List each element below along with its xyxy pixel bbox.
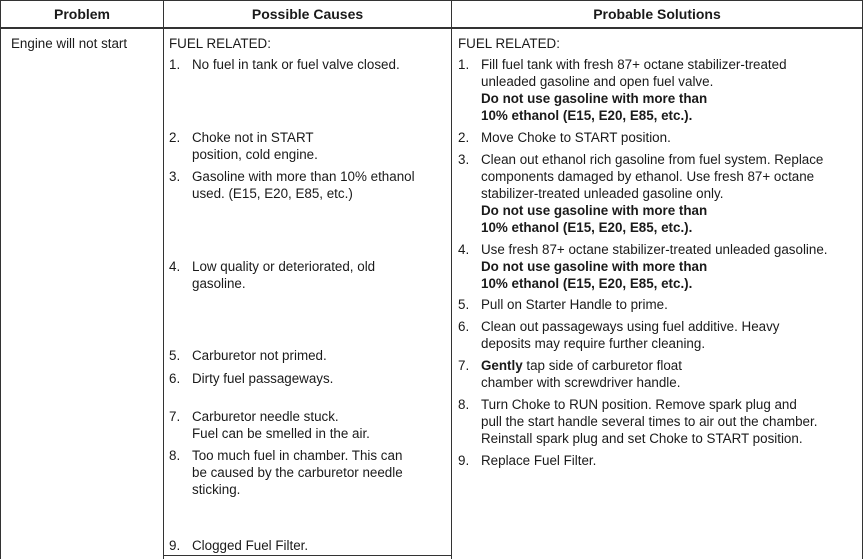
cause-line: Too much fuel in chamber. This can [192,448,403,463]
solution-line: chamber with screwdriver handle. [481,375,681,390]
table-border-top [0,0,863,1]
solution-line: stabilizer-treated unleaded gasoline only. [481,186,724,201]
cause-line: No fuel in tank or fuel valve closed. [192,57,400,72]
solution-number: 1. [458,57,470,72]
column-divider-2 [451,0,452,559]
warning-line: 10% ethanol (E15, E20, E85, etc.). [481,276,693,291]
solution-number: 3. [458,152,470,167]
warning-line: 10% ethanol (E15, E20, E85, etc.). [481,108,693,123]
header-divider [0,27,863,29]
cause-number: 6. [169,371,181,386]
cause-line: sticking. [192,482,241,497]
causes-heading: FUEL RELATED: [169,36,271,51]
header-solutions: Probable Solutions [593,5,721,22]
cause-line: Choke not in START [192,130,314,145]
solutions-heading: FUEL RELATED: [458,36,560,51]
cause-number: 2. [169,130,181,145]
solution-line-rest: tap side of carburetor float [522,358,682,373]
cause-line: Gasoline with more than 10% ethanol [192,169,415,184]
solution-line: Clean out passageways using fuel additive. Heavy [481,319,780,334]
cause-number: 9. [169,538,181,553]
emphasis-text: Gently [481,358,523,373]
table-border-left [0,0,1,559]
solution-line: Turn Choke to RUN position. Remove spark plug and [481,397,797,412]
header-causes: Possible Causes [251,5,364,22]
solution-number: 8. [458,397,470,412]
cause-line: Carburetor not primed. [192,348,327,363]
solution-line: unleaded gasoline and open fuel valve. [481,74,714,89]
solution-line: components damaged by ethanol. Use fresh 87+ octane [481,169,815,184]
solution-line: Replace Fuel Filter. [481,453,597,468]
column-divider-1 [163,0,164,559]
solution-number: 6. [458,319,470,334]
cause-line: be caused by the carburetor needle [192,465,403,480]
solution-line: Use fresh 87+ octane stabilizer-treated unleaded gasoline. [481,242,828,257]
cause-number: 7. [169,409,181,424]
cause-number: 3. [169,169,181,184]
warning-line: Do not use gasoline with more than [481,203,708,218]
solution-line: Fill fuel tank with fresh 87+ octane stabilizer-treated [481,57,787,72]
problem-text: Engine will not start [11,36,128,51]
solution-line: Clean out ethanol rich gasoline from fuel system. Replace [481,152,824,167]
solution-number: 9. [458,453,470,468]
cause-number: 1. [169,57,181,72]
solution-line [481,357,682,374]
cause-line: position, cold engine. [192,147,318,162]
cause-line: gasoline. [192,276,246,291]
header-problem: Problem [53,5,110,22]
solution-line: Reinstall spark plug and set Choke to START position. [481,431,803,446]
cause-line: Dirty fuel passageways. [192,371,334,386]
solution-line: pull the start handle several times to air out the chamber. [481,414,818,429]
cause-line: used. (E15, E20, E85, etc.) [192,186,353,201]
cause-line: Low quality or deteriorated, old [192,259,376,274]
cause-number: 5. [169,348,181,363]
causes-bottom-line [164,555,451,556]
cause-number: 4. [169,259,181,274]
solution-number: 2. [458,130,470,145]
cause-line: Carburetor needle stuck. [192,409,339,424]
cause-number: 8. [169,448,181,463]
solution-line: deposits may require further cleaning. [481,336,706,351]
cause-line: Fuel can be smelled in the air. [192,426,370,441]
warning-line: 10% ethanol (E15, E20, E85, etc.). [481,220,693,235]
warning-line: Do not use gasoline with more than [481,259,708,274]
solution-number: 4. [458,242,470,257]
solution-number: 7. [458,358,470,373]
solution-line: Pull on Starter Handle to prime. [481,297,668,312]
solution-line: Move Choke to START position. [481,130,671,145]
warning-line: Do not use gasoline with more than [481,91,708,106]
cause-line: Clogged Fuel Filter. [192,538,309,553]
solution-number: 5. [458,297,470,312]
